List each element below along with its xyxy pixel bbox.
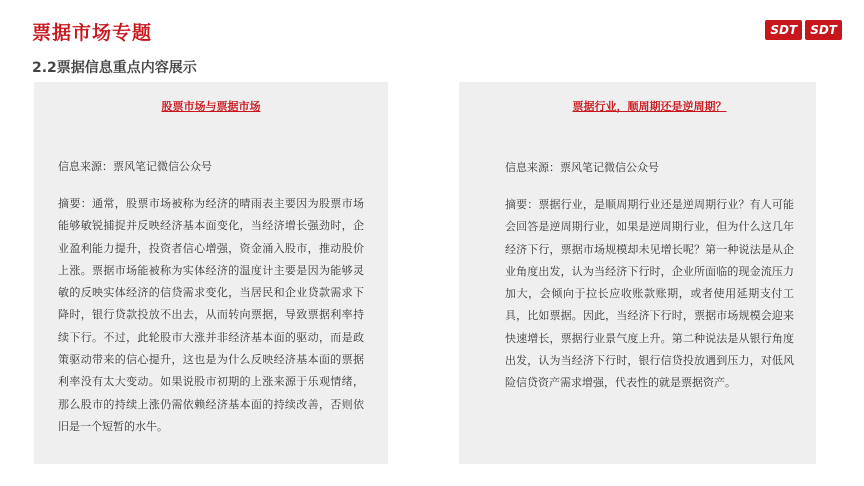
page-title: 票据市场专题 xyxy=(32,22,153,44)
sdt-logo xyxy=(765,20,842,40)
logo-secondary: SDT xyxy=(805,20,842,40)
article-abstract: 摘要：票据行业，是顺周期行业还是逆周期行业？有人可能会回答是逆周期行业，如果是逆周期行业，但为什么这几年经济下行，票据市场规模却未见增长呢？第一种说法是从企业角度出发，认为当经济下行时，企业所面临的现金流压力加大，会倾向于拉长应收账款账期，或者使用延期支付工具，比如票据。因此，当经济下行时，票据市场规模会迎来快速增长，票据行业景气度上升。第二种说法是从银行角度出发，认为当经济下行时，银行信贷投放遇到压力，对低风险信贷资产需求增强，代表性的就是票据资产。 xyxy=(505,198,794,390)
article-card-bill-cycle xyxy=(459,82,816,464)
section-subtitle: 2.2票据信息重点内容展示 xyxy=(32,60,197,76)
article-source: 信息来源：票风笔记微信公众号 xyxy=(58,160,212,173)
article-source: 信息来源：票风笔记微信公众号 xyxy=(505,161,659,174)
article-card-stock-market xyxy=(34,82,388,464)
article-abstract: 摘要：通常，股票市场被称为经济的晴雨表主要因为股票市场能够敏锐捕捉并反映经济基本面变化，当经济增长强劲时，企业盈利能力提升，投资者信心增强，资金涌入股市，推动股价上涨。票据市场能被称为实体经济的温度计主要是因为能够灵敏的反映实体经济的信贷需求变化，当居民和企业贷款需求下降时，银行贷款投放不出去，从而转向票据，导致票据利率持续下行。不过，此轮股市大涨并非经济基本面的驱动，而是政策驱动带来的信心提升，这也是为什么反映经济基本面的票据利率没有太大变动。如果说股市初期的上涨来源于乐观情绪，那么股市的持续上涨仍需依赖经济基本面的持续改善，否则依旧是一个短暂的水牛。 xyxy=(58,197,364,433)
article-title-link[interactable]: 股票市场与票据市场 xyxy=(161,100,261,113)
article-title-link[interactable]: 票据行业，顺周期还是逆周期？ xyxy=(572,100,727,113)
logo-primary: SDT xyxy=(765,20,802,40)
